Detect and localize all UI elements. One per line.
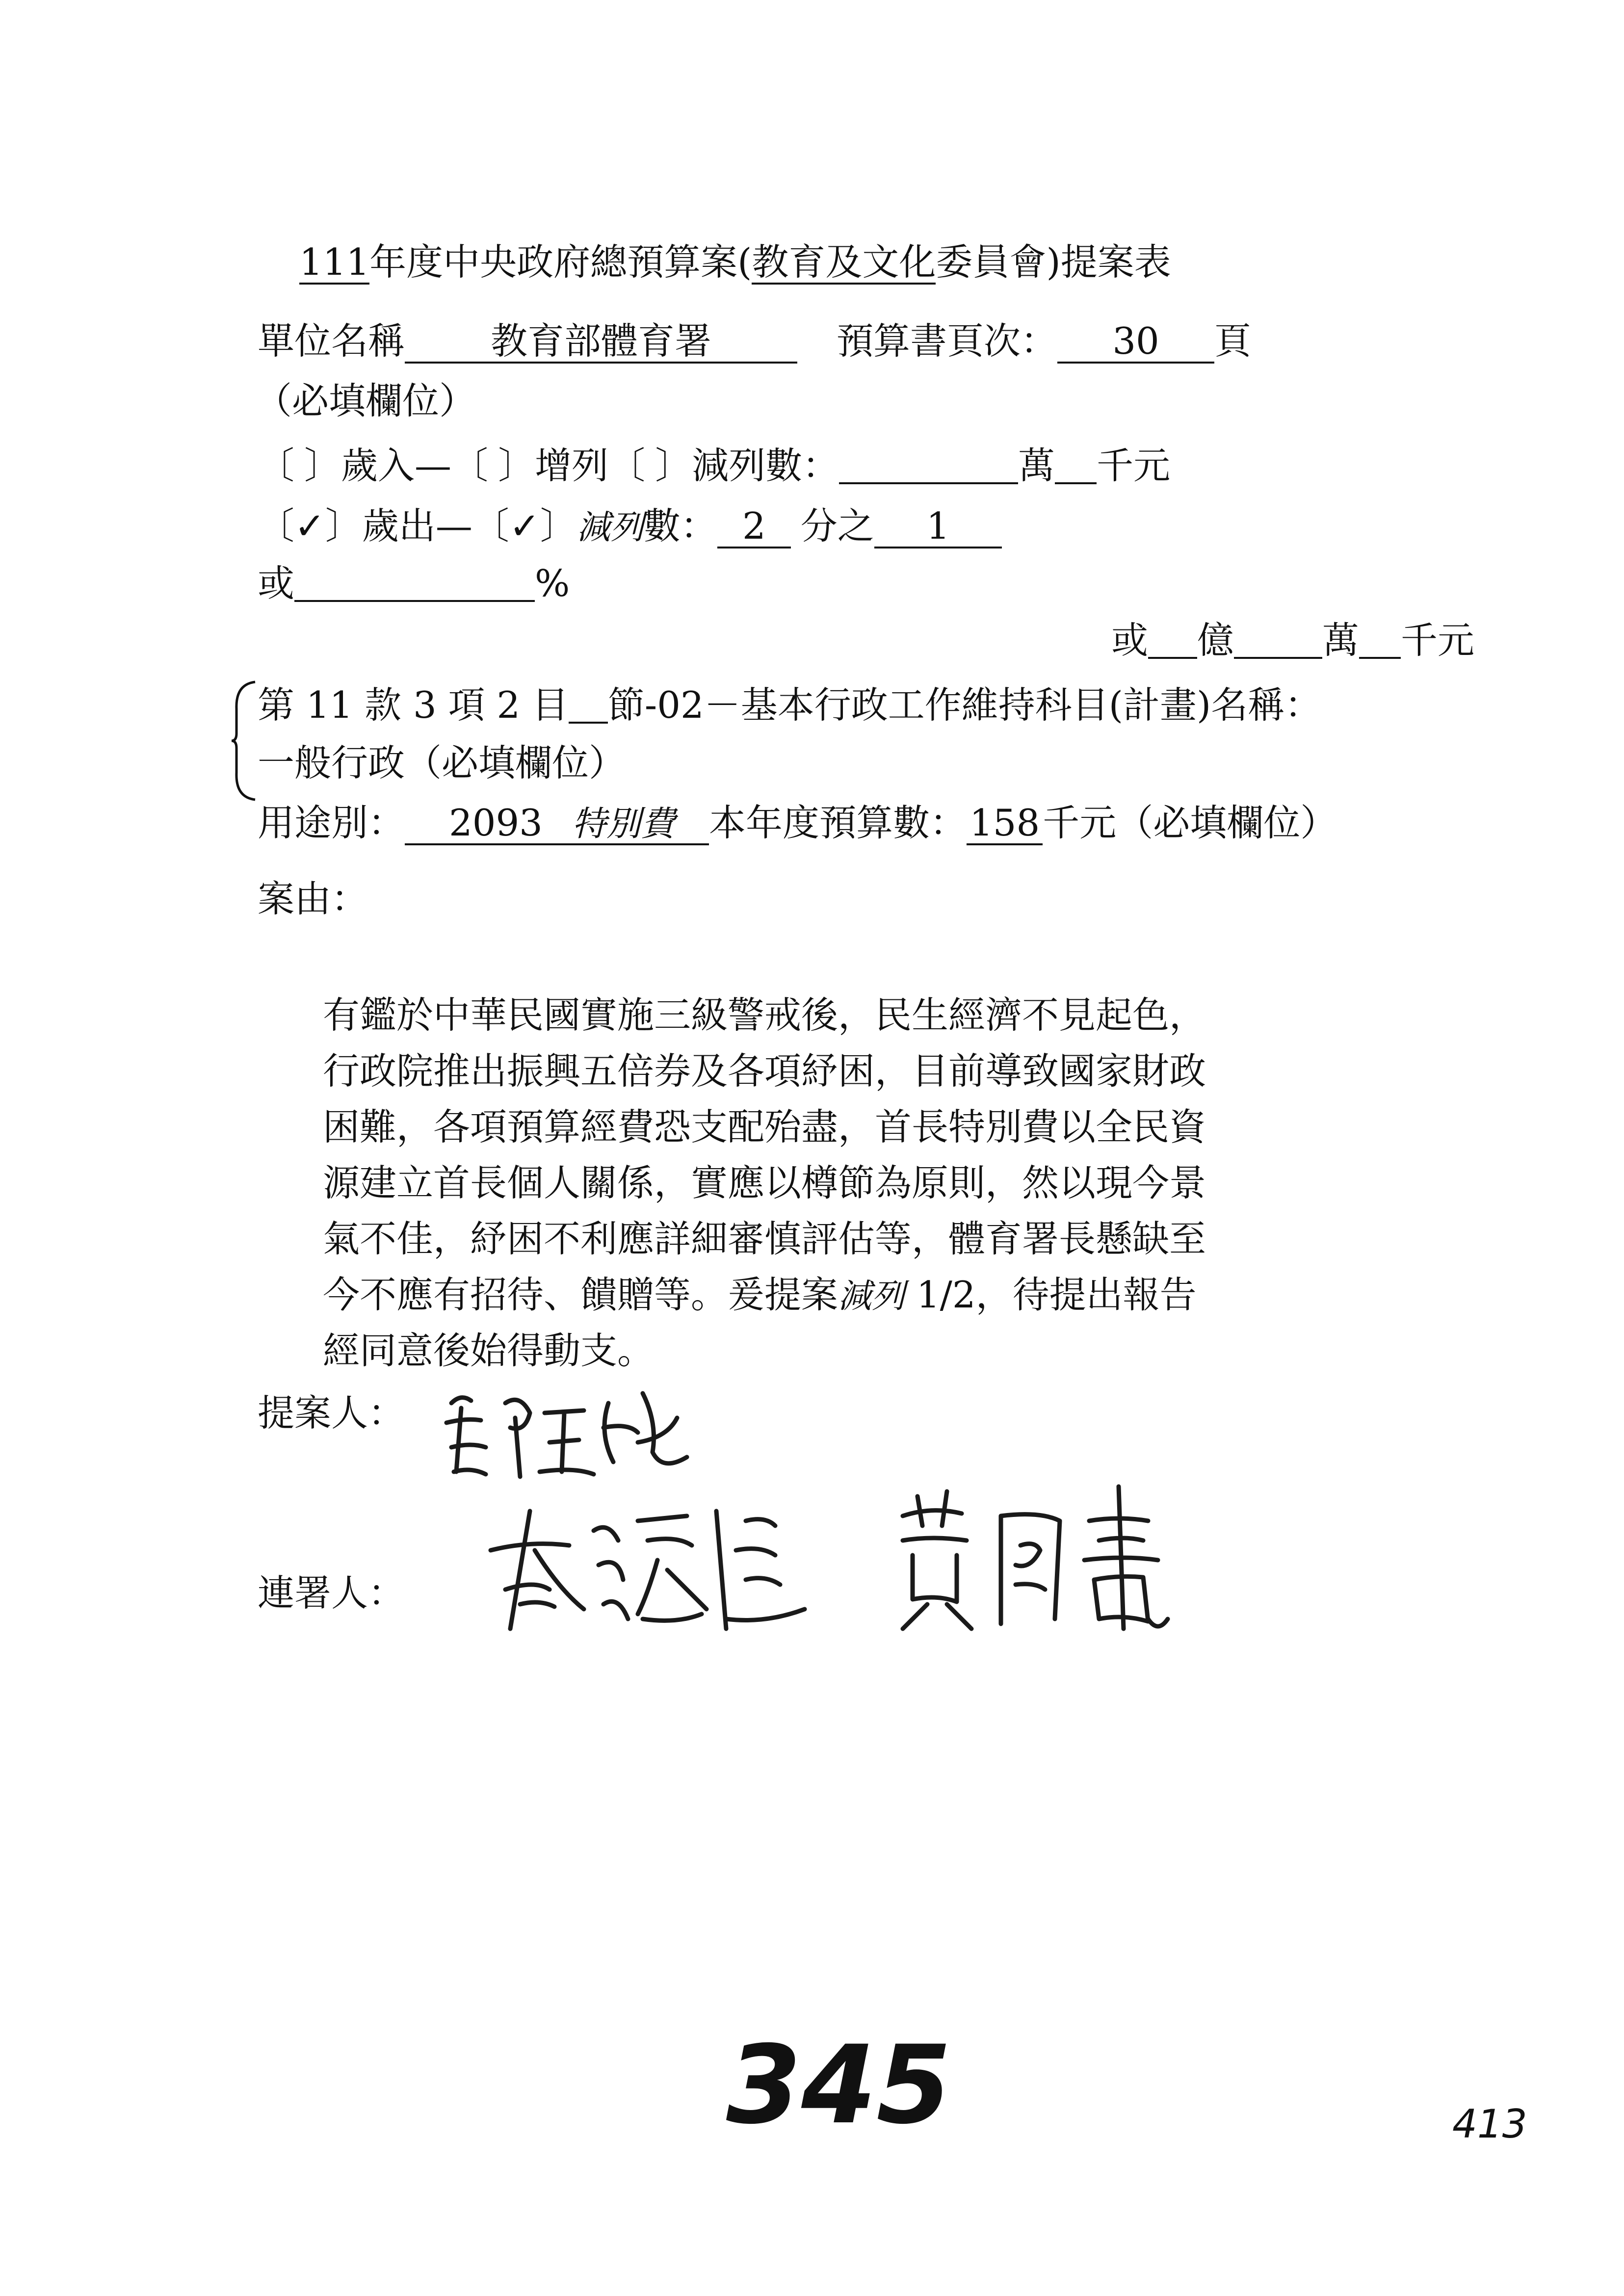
unit-label: 單位名稱 xyxy=(258,319,405,363)
yi-blank xyxy=(1148,625,1197,659)
cosigner-label: 連署人： xyxy=(258,1571,405,1615)
wan-blank xyxy=(1234,625,1322,659)
or-percent-line xyxy=(258,562,570,605)
box-open-3: 〔 xyxy=(608,444,646,487)
jie-blank xyxy=(569,689,608,724)
box-open: 〔 xyxy=(258,504,295,548)
count-label: 數： xyxy=(643,504,717,548)
reason-line-3: 困難，各項預算經費恐支配殆盡，首長特別費以全民資 xyxy=(323,1105,1206,1148)
unit-value: 教育部體育署 xyxy=(405,323,797,364)
qian-yuan-label: 千元 xyxy=(1097,444,1171,487)
box-open-2: 〔 xyxy=(472,504,509,548)
wan-label-2: 萬 xyxy=(1322,619,1360,662)
reason-line-6-suffix: 1/2，待提出報告 xyxy=(905,1273,1197,1316)
usage-code: 2093 xyxy=(449,801,543,844)
revenue-label: 歲入— xyxy=(341,444,452,487)
corner-number: 413 xyxy=(1452,2101,1527,2147)
proposer-label: 提案人： xyxy=(258,1391,405,1435)
budget-unit: 千元（必填欄位） xyxy=(1043,801,1337,844)
unit-line xyxy=(258,319,1252,364)
budget-amount: 158 xyxy=(967,805,1043,845)
usage-handwritten-name: 特別費 xyxy=(572,804,675,844)
percent-blank xyxy=(294,568,535,602)
cosigner-signature-2-icon xyxy=(883,1472,1236,1634)
item-jie: 節-02－基本行政工作維持科目(計畫)名稱： xyxy=(607,683,1322,727)
reason-line-4: 源建立首長個人關係，實應以樽節為原則，然以現今景 xyxy=(323,1161,1206,1204)
or-amount-line xyxy=(1111,619,1475,662)
qian-blank-2 xyxy=(1359,625,1401,659)
cosigner-signature-1-icon xyxy=(471,1482,824,1653)
item-kuan: 第 11 款 3 項 2 目 xyxy=(258,683,569,727)
reason-line-5: 氣不佳，紓困不利應詳細審慎評估等，體育署長懸缺至 xyxy=(323,1217,1206,1260)
reason-line-7: 經同意後始得動支。 xyxy=(323,1329,655,1372)
usage-label: 用途別： xyxy=(258,801,405,844)
usage-line xyxy=(258,801,1337,845)
title-text-b: 委員會)提案表 xyxy=(936,240,1171,284)
unit-required-note: （必填欄位） xyxy=(255,379,476,422)
qian-blank xyxy=(1055,450,1097,484)
usage-value xyxy=(405,801,709,845)
numerator-value: 2 xyxy=(717,508,791,548)
decrease-label: 減列數： xyxy=(692,444,839,487)
denominator-value: 1 xyxy=(874,508,1002,548)
title-text-a: 年度中央政府總預算案( xyxy=(369,240,752,284)
item-line-1 xyxy=(258,683,1322,727)
item-line-2: 一般行政（必填欄位） xyxy=(258,741,626,784)
check-mark-icon: ✓ xyxy=(294,504,325,548)
page-value: 30 xyxy=(1057,323,1214,364)
reason-line-6-prefix: 今不應有招待、饋贈等。爰提案 xyxy=(323,1273,838,1316)
reason-handwritten-decrease: 減列 xyxy=(838,1277,905,1316)
box-close-3: 〕 xyxy=(655,444,692,487)
title-year: 111 xyxy=(299,240,370,284)
title-committee: 教育及文化 xyxy=(752,240,936,284)
qian-yuan-label-2: 千元 xyxy=(1401,619,1475,662)
proposer-signature-icon xyxy=(432,1374,707,1491)
fraction-label: 分之 xyxy=(800,504,874,548)
percent-sign: % xyxy=(535,562,570,605)
expenditure-line xyxy=(258,504,1002,548)
expenditure-label: 歲出— xyxy=(362,504,472,548)
or-label: 或 xyxy=(258,562,295,605)
box-close-2: 〕 xyxy=(498,444,535,487)
page-label: 預算書頁次： xyxy=(837,319,1058,363)
box-close: 〕 xyxy=(325,504,362,548)
item-brace xyxy=(231,679,260,802)
box-close-2: 〕 xyxy=(540,504,577,548)
increase-label: 增列 xyxy=(535,444,609,487)
box-open: 〔 xyxy=(258,444,295,487)
page-unit: 頁 xyxy=(1214,319,1252,363)
wan-label: 萬 xyxy=(1018,444,1055,487)
check-mark-icon-2: ✓ xyxy=(509,504,540,548)
form-title xyxy=(299,240,1171,285)
handwritten-decrease: 減列 xyxy=(576,508,644,547)
reason-line-6 xyxy=(323,1273,1197,1316)
decrease-blank xyxy=(839,450,1018,484)
box-close: 〕 xyxy=(304,444,341,487)
yi-label: 億 xyxy=(1197,619,1234,662)
reason-line-1: 有鑑於中華民國實施三級警戒後，民生經濟不見起色， xyxy=(323,993,1206,1037)
revenue-line xyxy=(258,444,1171,487)
reason-line-2: 行政院推出振興五倍券及各項紓困，目前導致國家財政 xyxy=(323,1049,1206,1093)
or-label-2: 或 xyxy=(1111,619,1149,662)
page-number: 345 xyxy=(726,2022,952,2148)
reason-label: 案由： xyxy=(258,877,368,920)
budget-label: 本年度預算數： xyxy=(709,801,967,844)
box-open-2: 〔 xyxy=(451,444,489,487)
